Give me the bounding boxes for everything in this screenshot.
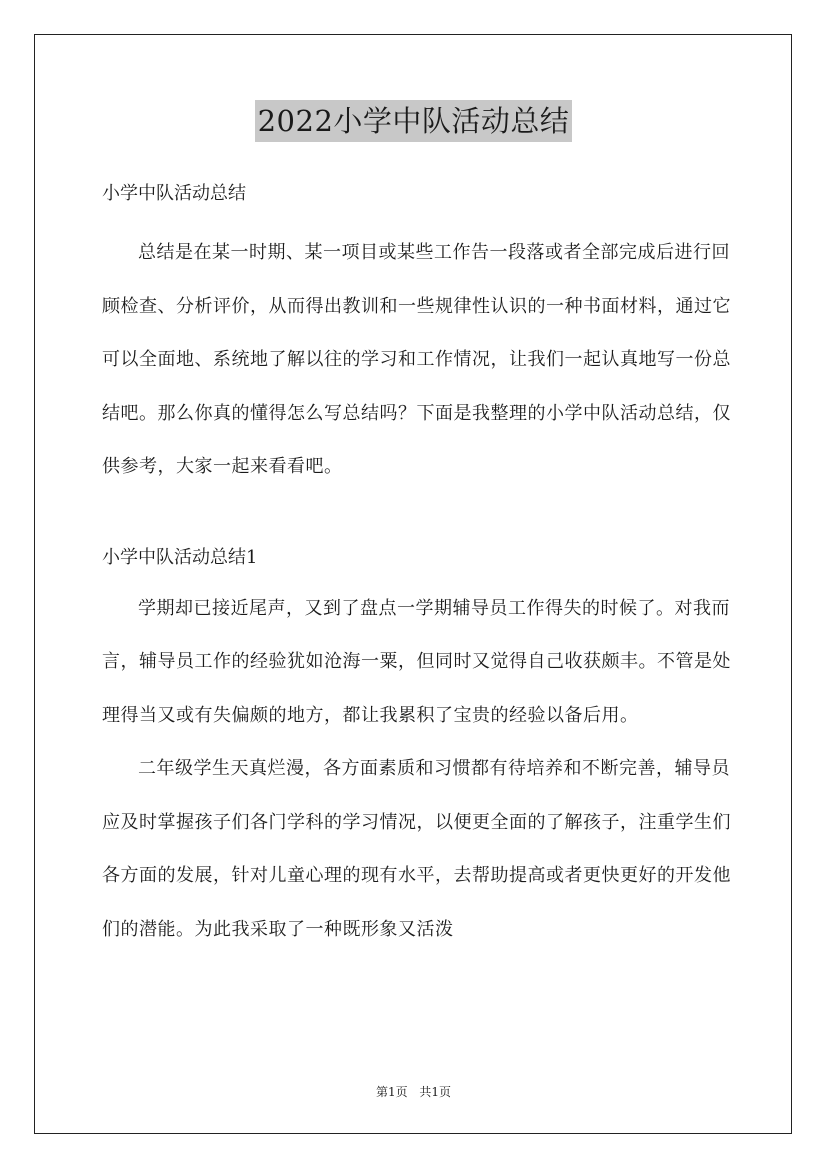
title-container bbox=[0, 100, 827, 142]
section-heading: 小学中队活动总结 bbox=[102, 183, 246, 204]
section-heading: 小学中队活动总结1 bbox=[102, 546, 258, 568]
paragraph: 学期却已接近尾声，又到了盘点一学期辅导员工作得失的时候了。对我而言，辅导员工作的经验犹如沧海一粟，但同时又觉得自己收获颇丰。不管是处理得当又或有失偏颇的地方，都让我累积了宝贵的经验以备后用。 bbox=[102, 597, 731, 726]
document-body bbox=[102, 176, 742, 956]
page-footer bbox=[0, 1083, 827, 1100]
paragraph: 总结是在某一时期、某一项目或某些工作告一段落或者全部完成后进行回顾检查、分析评价，从而得出教训和一些规律性认识的一种书面材料，通过它可以全面地、系统地了解以往的学习和工作情况，让我们一起认真地写一份总结吧。那么你真的懂得怎么写总结吗？下面是我整理的小学中队活动总结，仅供参考，大家一起来看看吧。 bbox=[102, 242, 731, 477]
page-total: 共1页 bbox=[419, 1085, 452, 1099]
paragraph: 二年级学生天真烂漫，各方面素质和习惯都有待培养和不断完善，辅导员应及时掌握孩子们各门学科的学习情况，以便更全面的了解孩子，注重学生们各方面的发展，针对儿童心理的现有水平，去帮助提高或者更快更好的开发他们的潜能。为此我采取了一种既形象又活泼 bbox=[102, 758, 731, 940]
document-title: 2022小学中队活动总结 bbox=[255, 100, 573, 142]
page-number: 第1页 bbox=[375, 1085, 408, 1099]
